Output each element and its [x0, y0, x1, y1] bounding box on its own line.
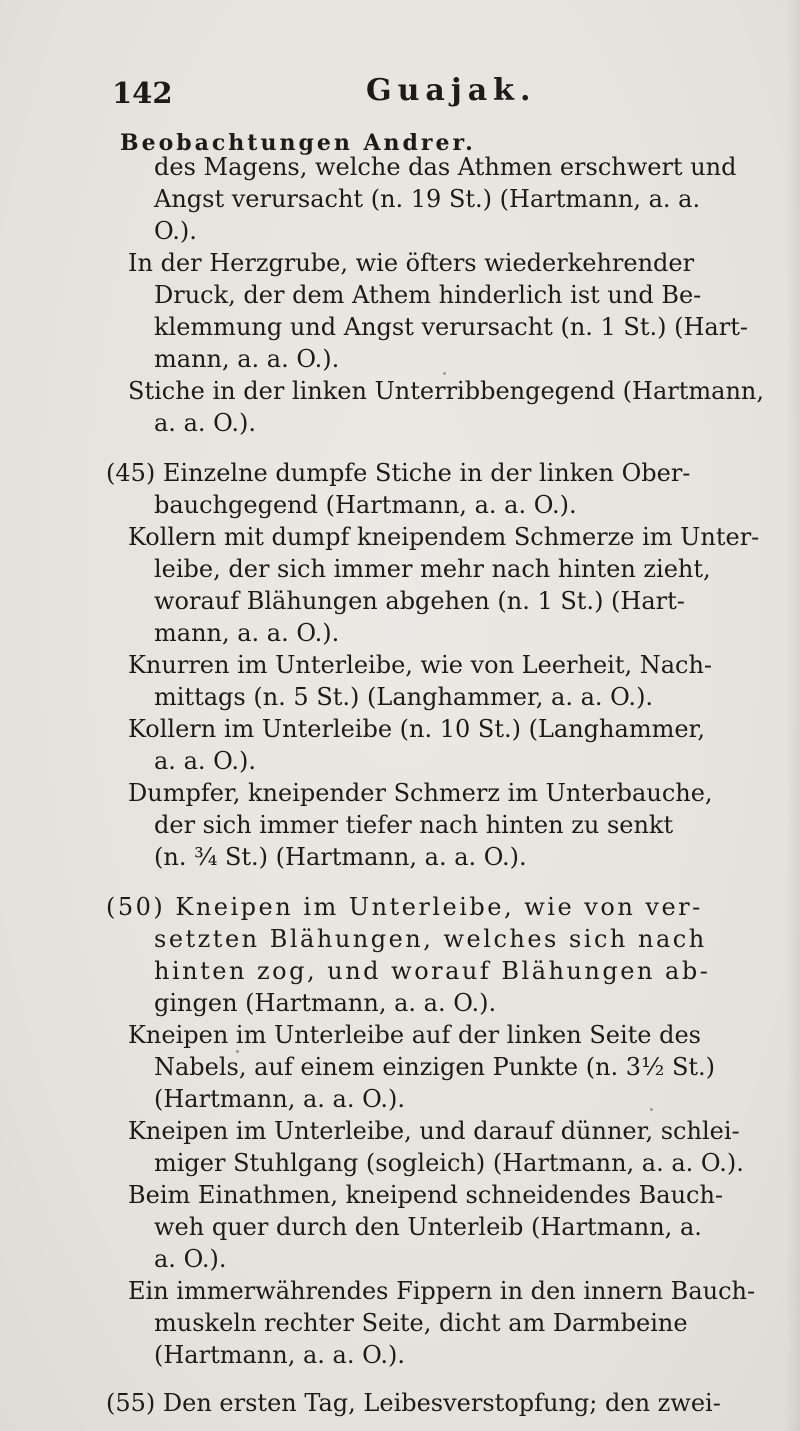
text-line: (50) Kneipen im Unterleibe, wie von ver- — [106, 893, 703, 921]
text-line: (55) Den ersten Tag, Leibesverstopfung; den zwei- — [106, 1389, 721, 1417]
text-line: Nabels, auf einem einzigen Punkte (n. 3½ St.) — [154, 1053, 716, 1081]
text-line: hinten zog, und worauf Blähungen ab- — [154, 957, 711, 985]
text-line: Ein immerwährendes Fippern in den innern Bauch- — [128, 1277, 756, 1305]
paper-speck — [443, 372, 446, 375]
text-line: bauchgegend (Hartmann, a. a. O.). — [154, 491, 577, 519]
text-line: des Magens, welche das Athmen erschwert und — [154, 153, 737, 181]
text-line: muskeln rechter Seite, dicht am Darmbeine — [154, 1309, 688, 1337]
text-line: gingen (Hartmann, a. a. O.). — [154, 989, 497, 1017]
text-line: mann, a. a. O.). — [154, 619, 340, 647]
page-edge-shadow — [786, 0, 800, 1431]
text-line: Kollern mit dumpf kneipendem Schmerze im Unter- — [128, 523, 760, 551]
text-line: (Hartmann, a. a. O.). — [154, 1085, 405, 1113]
text-line: a. O.). — [154, 1245, 227, 1273]
text-line: Kneipen im Unterleibe auf der linken Seite des — [128, 1021, 701, 1049]
text-line: a. a. O.). — [154, 409, 257, 437]
text-line: Kollern im Unterleibe (n. 10 St.) (Langhammer, — [128, 715, 705, 743]
page-number: 142 — [112, 76, 173, 110]
text-line: leibe, der sich immer mehr nach hinten zieht, — [154, 555, 711, 583]
text-line: Dumpfer, kneipender Schmerz im Unterbauche, — [128, 779, 713, 807]
text-line: a. a. O.). — [154, 747, 257, 775]
text-line: In der Herzgrube, wie öfters wiederkehrender — [128, 249, 695, 277]
text-line: mann, a. a. O.). — [154, 345, 340, 373]
section-title: Beobachtungen Andrer. — [120, 130, 476, 156]
text-line: miger Stuhlgang (sogleich) (Hartmann, a. a. O.). — [154, 1149, 744, 1177]
text-line: Druck, der dem Athem hinderlich ist und Be- — [154, 281, 702, 309]
text-line: (Hartmann, a. a. O.). — [154, 1341, 405, 1369]
text-line: (n. ¾ St.) (Hartmann, a. a. O.). — [154, 843, 527, 871]
text-line: der sich immer tiefer nach hinten zu senkt — [154, 811, 674, 839]
text-line: klemmung und Angst verursacht (n. 1 St.) (Hart- — [154, 313, 748, 341]
text-line: Beim Einathmen, kneipend schneidendes Bauch- — [128, 1181, 724, 1209]
text-line: weh quer durch den Unterleib (Hartmann, a. — [154, 1213, 702, 1241]
text-line: Knurren im Unterleibe, wie von Leerheit, Nach- — [128, 651, 713, 679]
text-line: Stiche in der linken Unterribbengegend (Hartmann, — [128, 377, 765, 405]
text-line: setzten Blähungen, welches sich nach — [154, 925, 707, 953]
text-line: mittags (n. 5 St.) (Langhammer, a. a. O.). — [154, 683, 654, 711]
paper-speck — [236, 1050, 239, 1053]
text-line: (45) Einzelne dumpfe Stiche in der linken Ober- — [106, 459, 691, 487]
running-head: Guajak. — [366, 73, 537, 108]
text-line: worauf Blähungen abgehen (n. 1 St.) (Hart- — [154, 587, 685, 615]
text-line: Kneipen im Unterleibe, und darauf dünner, schlei- — [128, 1117, 740, 1145]
text-line: Angst verursacht (n. 19 St.) (Hartmann, a. a. — [154, 185, 701, 213]
paper-speck — [650, 1108, 653, 1111]
text-line: O.). — [154, 217, 197, 245]
